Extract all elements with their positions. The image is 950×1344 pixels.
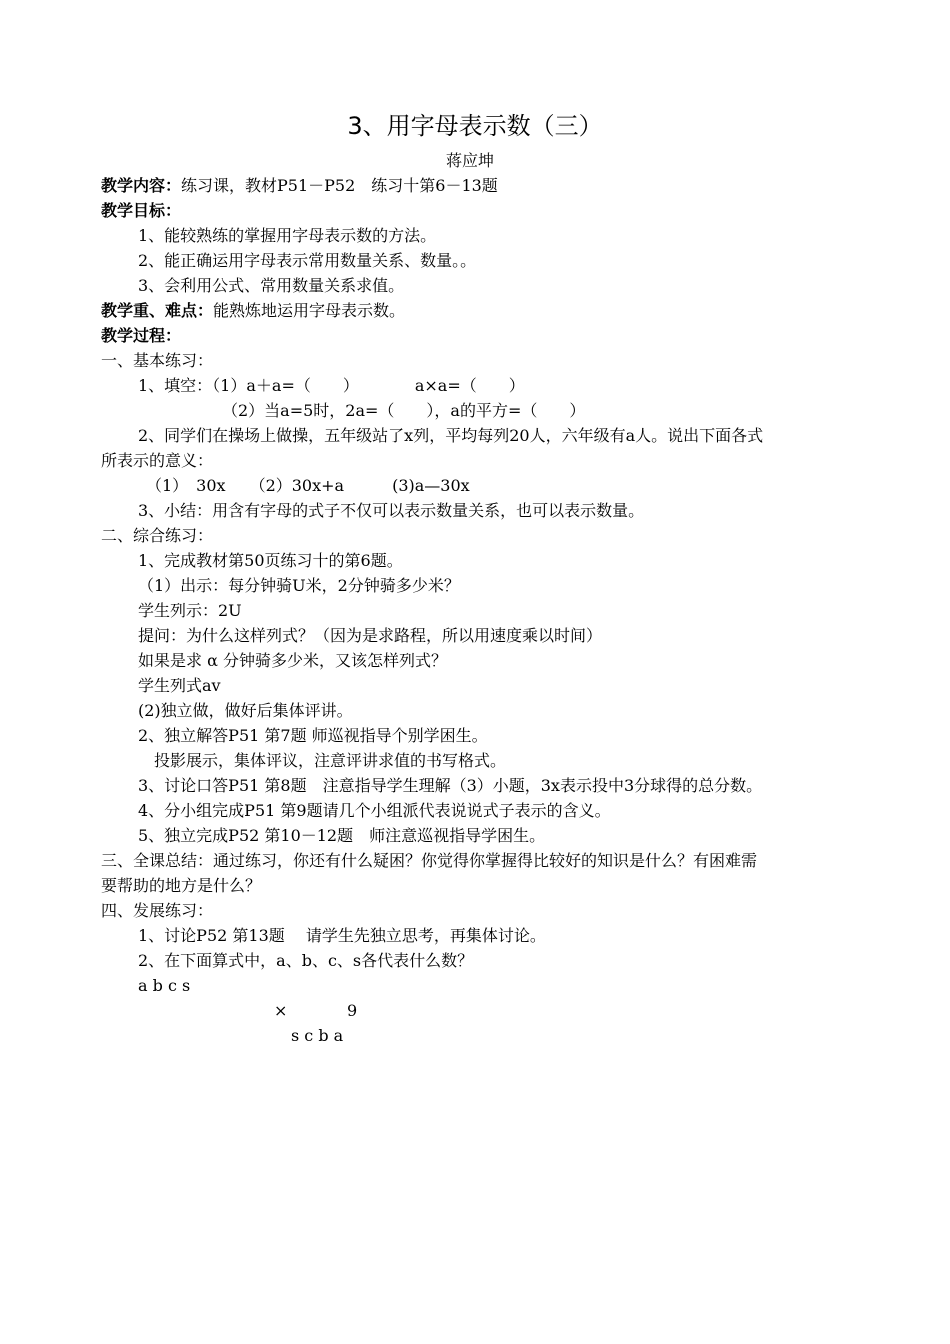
section4-item1: 1、讨论P52 第13题 请学生先独立思考，再集体讨论。 xyxy=(138,926,546,945)
section2-line: 2、独立解答P51 第7题 师巡视指导个别学困生。 xyxy=(138,726,488,745)
section3-line2: 要帮助的地方是什么？ xyxy=(101,876,262,895)
author-name: 蒋应坤 xyxy=(446,151,495,170)
puzzle-top-row: a b c s xyxy=(138,976,191,995)
section3-line1: 三、全课总结：通过练习，你还有什么疑困？你觉得你掌握得比较好的知识是什么？有困难需 xyxy=(101,851,758,870)
key-points-text: 能熟炼地运用字母表示数。 xyxy=(213,301,406,320)
puzzle-multiplier: 9 xyxy=(347,1001,358,1020)
content-line xyxy=(101,174,498,198)
fill-line-1: 1、填空：（1）a＋a=（ ） a×a=（ ） xyxy=(138,376,525,395)
section2-line: 4、分小组完成P51 第9题请几个小组派代表说说式子表示的含义。 xyxy=(138,801,611,820)
goal-item: 2、能正确运用字母表示常用数量关系、数量。。 xyxy=(138,251,477,270)
section2-line: 学生列式av xyxy=(138,676,221,695)
process-label: 教学过程： xyxy=(101,326,182,345)
goal-item: 3、会利用公式、常用数量关系求值。 xyxy=(138,276,405,295)
section2-line: 提问：为什么这样列式？（因为是求路程，所以用速度乘以时间） xyxy=(138,626,603,645)
key-points-line xyxy=(101,299,405,323)
goals-label: 教学目标： xyxy=(101,201,182,220)
expressions-line: （1） 30x （2）30x+a (3)a—30x xyxy=(146,476,470,495)
fill-line-2: （2）当a=5时，2a=（ ），a的平方=（ ） xyxy=(222,401,586,420)
section2-heading: 二、综合练习： xyxy=(101,526,214,545)
section4-heading: 四、发展练习： xyxy=(101,901,214,920)
item2-line2: 所表示的意义： xyxy=(101,451,214,470)
section2-line: （1）出示：每分钟骑U米，2分钟骑多少米？ xyxy=(138,576,460,595)
section2-line: 1、完成教材第50页练习十的第6题。 xyxy=(138,551,403,570)
puzzle-result-row: s c b a xyxy=(291,1026,344,1045)
document-title: 3、用字母表示数（三） xyxy=(347,112,603,140)
section2-line: 投影展示，集体评议，注意评讲求值的书写格式。 xyxy=(138,751,507,770)
section4-item2: 2、在下面算式中，a、b、c、s各代表什么数？ xyxy=(138,951,474,970)
content-label: 教学内容： xyxy=(101,176,182,195)
puzzle-times-sign: × xyxy=(274,1001,288,1020)
section2-line: 如果是求 α 分钟骑多少米，又该怎样列式？ xyxy=(138,651,447,670)
section2-line: 3、讨论口答P51 第8题 注意指导学生理解（3）小题，3x表示投中3分球得的总分数。 xyxy=(138,776,763,795)
section2-line: (2)独立做，做好后集体评讲。 xyxy=(138,701,353,720)
goal-item: 1、能较熟练的掌握用字母表示数的方法。 xyxy=(138,226,437,245)
section2-line: 5、独立完成P52 第10－12题 师注意巡视指导学困生。 xyxy=(138,826,546,845)
section1-heading: 一、基本练习： xyxy=(101,351,214,370)
item2-line1: 2、同学们在操场上做操，五年级站了x列，平均每列20人，六年级有a人。说出下面各式 xyxy=(138,426,764,445)
key-points-label: 教学重、难点： xyxy=(101,301,214,320)
section2-line: 学生列示：2U xyxy=(138,601,242,620)
content-text: 练习课，教材P51－P52 练习十第6－13题 xyxy=(181,176,498,195)
summary-line: 3、小结：用含有字母的式子不仅可以表示数量关系，也可以表示数量。 xyxy=(138,501,645,520)
